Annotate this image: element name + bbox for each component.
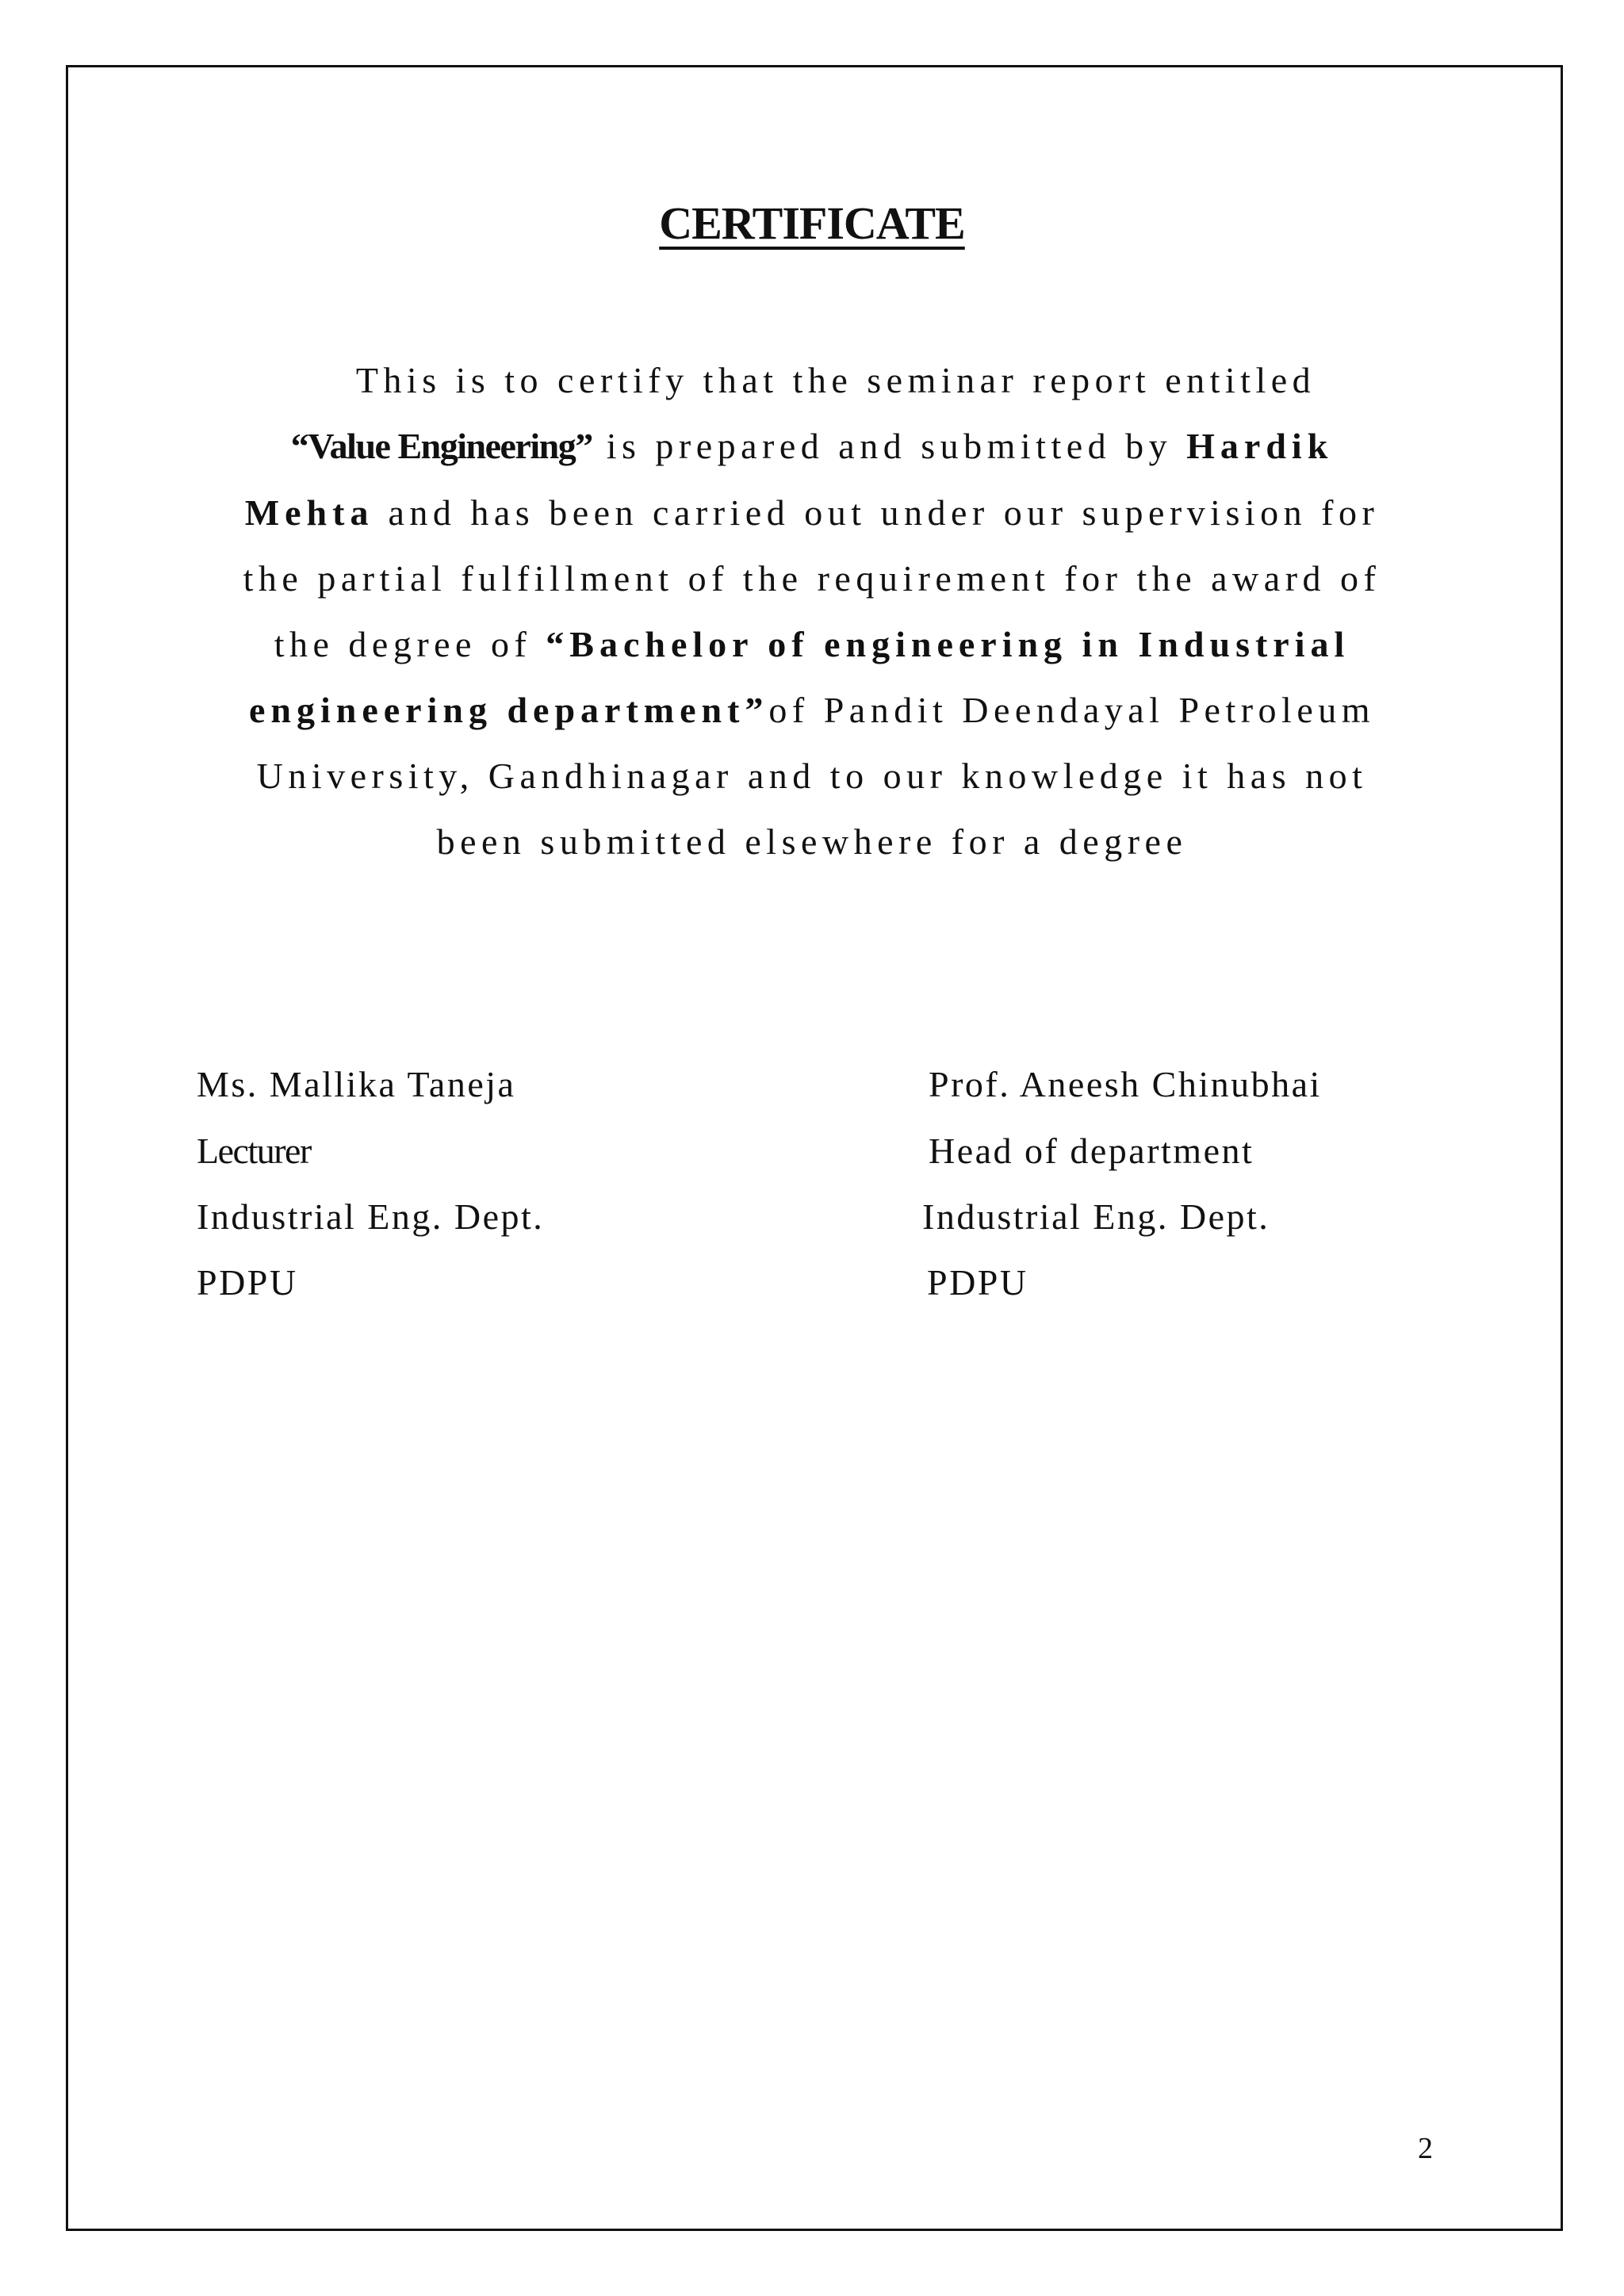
student-name-first: Hardik bbox=[1186, 426, 1334, 466]
left-signatory-department: Industrial Eng. Dept. bbox=[197, 1196, 545, 1237]
body-line-4: the partial fulfillment of the requirement for the award of bbox=[243, 558, 1381, 599]
body-line-2-text: is prepared and submitted by bbox=[592, 426, 1187, 466]
body-line-5-text: the degree of bbox=[274, 624, 546, 664]
body-line-7: University, Gandhinagar and to our knowledge it has not bbox=[256, 756, 1368, 796]
student-name-last: Mehta bbox=[244, 492, 374, 533]
left-signatory-designation: Lecturer bbox=[197, 1131, 311, 1171]
body-line-1: This is to certify that the seminar report entitled bbox=[355, 360, 1316, 400]
body-line-2 bbox=[0, 424, 1624, 469]
degree-name-part-1: “Bachelor of engineering in Industrial bbox=[546, 624, 1350, 664]
body-line-3-text: and has been carried out under our supervision for bbox=[373, 492, 1380, 533]
right-signatory-institution: PDPU bbox=[927, 1262, 1028, 1303]
report-title: “Value Engineering” bbox=[290, 426, 592, 466]
left-signatory-institution: PDPU bbox=[197, 1262, 298, 1303]
degree-name-part-2: engineering department” bbox=[248, 690, 769, 730]
left-signatory-name: Ms. Mallika Taneja bbox=[197, 1064, 516, 1104]
right-signatory-name: Prof. Aneesh Chinubhai bbox=[929, 1064, 1322, 1104]
certificate-title: CERTIFICATE bbox=[659, 197, 965, 249]
body-line-6-text: of Pandit Deendayal Petroleum bbox=[768, 690, 1376, 730]
body-line-5 bbox=[0, 622, 1624, 667]
body-line-3 bbox=[0, 491, 1624, 535]
right-signatory-designation: Head of department bbox=[929, 1131, 1254, 1171]
body-line-6 bbox=[0, 688, 1624, 733]
page-number: 2 bbox=[1418, 2132, 1433, 2165]
body-line-8: been submitted elsewhere for a degree bbox=[436, 821, 1188, 862]
right-signatory-department: Industrial Eng. Dept. bbox=[922, 1196, 1270, 1237]
